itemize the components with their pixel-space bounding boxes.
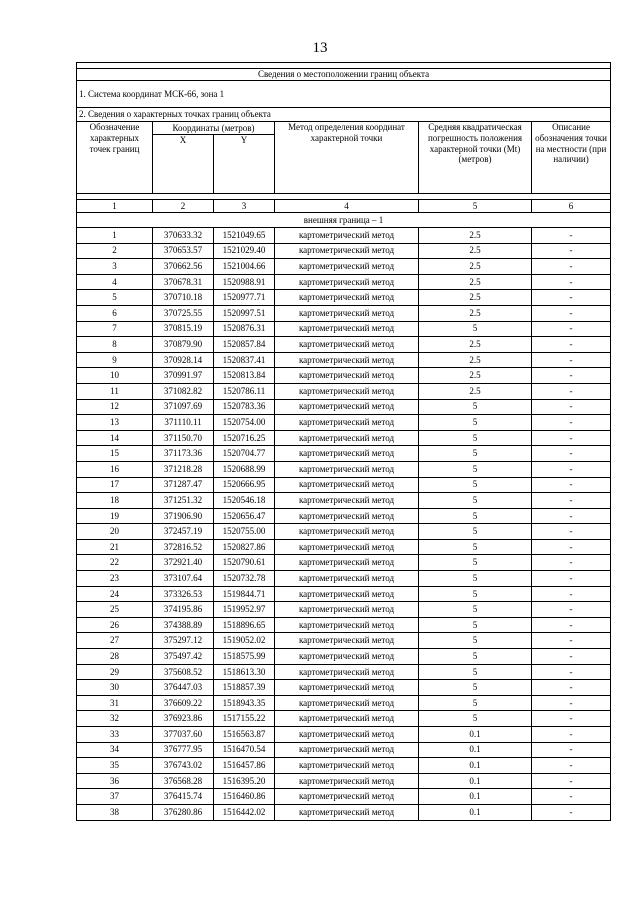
- table-row: [77, 602, 611, 618]
- y-coordinate-cell: 1520997.51: [214, 305, 275, 321]
- point-number-cell: 7: [77, 321, 153, 337]
- error-cell: 2.5: [419, 274, 532, 290]
- x-coordinate-cell: 370678.31: [153, 274, 214, 290]
- column-number: 1: [77, 200, 153, 213]
- table-row: [77, 259, 611, 275]
- method-cell: картометрический метод: [275, 664, 419, 680]
- description-cell: -: [532, 664, 611, 680]
- method-cell: картометрический метод: [275, 804, 419, 820]
- x-coordinate-cell: 370653.57: [153, 243, 214, 259]
- method-cell: картометрический метод: [275, 321, 419, 337]
- table-row: [77, 524, 611, 540]
- description-cell: -: [532, 633, 611, 649]
- y-coordinate-cell: 1520755.00: [214, 524, 275, 540]
- x-coordinate-cell: 371110.11: [153, 415, 214, 431]
- header-error: Средняя квадратическая погрешность положения характерной точки (Mt) (метров): [419, 122, 532, 194]
- point-number-cell: 15: [77, 446, 153, 462]
- description-cell: -: [532, 586, 611, 602]
- header-x: X: [153, 135, 214, 194]
- point-number-cell: 11: [77, 383, 153, 399]
- description-cell: -: [532, 649, 611, 665]
- error-cell: 5: [419, 508, 532, 524]
- description-cell: -: [532, 477, 611, 493]
- y-coordinate-cell: 1520827.86: [214, 539, 275, 555]
- table-row: [77, 664, 611, 680]
- x-coordinate-cell: 371082.82: [153, 383, 214, 399]
- description-cell: -: [532, 368, 611, 384]
- description-cell: -: [532, 243, 611, 259]
- error-cell: 5: [419, 649, 532, 665]
- y-coordinate-cell: 1520988.91: [214, 274, 275, 290]
- table-row: [77, 321, 611, 337]
- y-coordinate-cell: 1516470.54: [214, 742, 275, 758]
- x-coordinate-cell: 370815.19: [153, 321, 214, 337]
- description-cell: -: [532, 461, 611, 477]
- x-coordinate-cell: 370662.56: [153, 259, 214, 275]
- error-cell: 5: [419, 446, 532, 462]
- method-cell: картометрический метод: [275, 649, 419, 665]
- table-row: [77, 415, 611, 431]
- description-cell: -: [532, 274, 611, 290]
- method-cell: картометрический метод: [275, 539, 419, 555]
- table-row: [77, 368, 611, 384]
- y-coordinate-cell: 1520716.25: [214, 430, 275, 446]
- error-cell: 5: [419, 493, 532, 509]
- y-coordinate-cell: 1521049.65: [214, 228, 275, 244]
- point-number-cell: 10: [77, 368, 153, 384]
- x-coordinate-cell: 371173.36: [153, 446, 214, 462]
- description-cell: -: [532, 493, 611, 509]
- point-number-cell: 24: [77, 586, 153, 602]
- description-cell: -: [532, 789, 611, 805]
- table-row: [77, 758, 611, 774]
- description-cell: -: [532, 711, 611, 727]
- x-coordinate-cell: 376609.22: [153, 695, 214, 711]
- method-cell: картометрический метод: [275, 742, 419, 758]
- y-coordinate-cell: 1518857.39: [214, 680, 275, 696]
- y-coordinate-cell: 1516563.87: [214, 727, 275, 743]
- section-row: [77, 213, 611, 228]
- point-number-cell: 5: [77, 290, 153, 306]
- description-cell: -: [532, 602, 611, 618]
- description-cell: -: [532, 305, 611, 321]
- table-row: [77, 337, 611, 353]
- method-cell: картометрический метод: [275, 290, 419, 306]
- coord-system-row: [77, 81, 611, 108]
- y-coordinate-cell: 1520786.11: [214, 383, 275, 399]
- table-row: [77, 586, 611, 602]
- description-cell: -: [532, 399, 611, 415]
- error-cell: 0.1: [419, 789, 532, 805]
- column-number: 6: [532, 200, 611, 213]
- table-row: [77, 773, 611, 789]
- table-row: [77, 477, 611, 493]
- x-coordinate-cell: 373107.64: [153, 571, 214, 587]
- method-cell: картометрический метод: [275, 571, 419, 587]
- error-cell: 5: [419, 711, 532, 727]
- x-coordinate-cell: 374195.86: [153, 602, 214, 618]
- y-coordinate-cell: 1520688.99: [214, 461, 275, 477]
- y-coordinate-cell: 1520666.95: [214, 477, 275, 493]
- x-coordinate-cell: 370928.14: [153, 352, 214, 368]
- y-coordinate-cell: 1520977.71: [214, 290, 275, 306]
- method-cell: картометрический метод: [275, 430, 419, 446]
- x-coordinate-cell: 371218.28: [153, 461, 214, 477]
- method-cell: картометрический метод: [275, 461, 419, 477]
- header-method: Метод определения координат характерной точки: [275, 122, 419, 194]
- method-cell: картометрический метод: [275, 477, 419, 493]
- description-cell: -: [532, 508, 611, 524]
- method-cell: картометрический метод: [275, 680, 419, 696]
- boundary-points-table: [76, 62, 611, 821]
- method-cell: картометрический метод: [275, 259, 419, 275]
- method-cell: картометрический метод: [275, 337, 419, 353]
- error-cell: 5: [419, 524, 532, 540]
- table-row: [77, 789, 611, 805]
- x-coordinate-cell: 370710.18: [153, 290, 214, 306]
- description-cell: -: [532, 555, 611, 571]
- table-row: [77, 649, 611, 665]
- error-cell: 5: [419, 399, 532, 415]
- x-coordinate-cell: 370991.97: [153, 368, 214, 384]
- column-number: 4: [275, 200, 419, 213]
- table-row: [77, 243, 611, 259]
- y-coordinate-cell: 1517155.22: [214, 711, 275, 727]
- point-number-cell: 19: [77, 508, 153, 524]
- y-coordinate-cell: 1520876.31: [214, 321, 275, 337]
- table-row: [77, 383, 611, 399]
- point-number-cell: 31: [77, 695, 153, 711]
- x-coordinate-cell: 373326.53: [153, 586, 214, 602]
- y-coordinate-cell: 1520837.41: [214, 352, 275, 368]
- table-row: [77, 804, 611, 820]
- y-coordinate-cell: 1519844.71: [214, 586, 275, 602]
- table-row: [77, 430, 611, 446]
- description-cell: -: [532, 352, 611, 368]
- description-cell: -: [532, 321, 611, 337]
- table-row: [77, 274, 611, 290]
- point-number-cell: 2: [77, 243, 153, 259]
- table-title-row: [77, 69, 611, 81]
- error-cell: 2.5: [419, 337, 532, 353]
- error-cell: 5: [419, 695, 532, 711]
- y-coordinate-cell: 1520813.84: [214, 368, 275, 384]
- point-number-cell: 16: [77, 461, 153, 477]
- x-coordinate-cell: 370633.32: [153, 228, 214, 244]
- description-cell: -: [532, 773, 611, 789]
- x-coordinate-cell: 376568.28: [153, 773, 214, 789]
- description-cell: -: [532, 228, 611, 244]
- column-number: 3: [214, 200, 275, 213]
- table-row: [77, 508, 611, 524]
- point-number-cell: 36: [77, 773, 153, 789]
- point-number-cell: 28: [77, 649, 153, 665]
- point-number-cell: 29: [77, 664, 153, 680]
- table-row: [77, 617, 611, 633]
- description-cell: -: [532, 383, 611, 399]
- description-cell: -: [532, 758, 611, 774]
- method-cell: картометрический метод: [275, 415, 419, 431]
- header-y: Y: [214, 135, 275, 194]
- point-number-cell: 27: [77, 633, 153, 649]
- table-title: Сведения о местоположении границ объекта: [77, 69, 611, 81]
- point-number-cell: 34: [77, 742, 153, 758]
- table-row: [77, 727, 611, 743]
- y-coordinate-cell: 1518575.99: [214, 649, 275, 665]
- table-row: [77, 539, 611, 555]
- x-coordinate-cell: 377037.60: [153, 727, 214, 743]
- x-coordinate-cell: 372816.52: [153, 539, 214, 555]
- x-coordinate-cell: 376743.02: [153, 758, 214, 774]
- points-info-row: [77, 108, 611, 122]
- description-cell: -: [532, 430, 611, 446]
- error-cell: 5: [419, 571, 532, 587]
- error-cell: 5: [419, 555, 532, 571]
- error-cell: 0.1: [419, 727, 532, 743]
- error-cell: 5: [419, 415, 532, 431]
- point-number-cell: 12: [77, 399, 153, 415]
- column-number: 5: [419, 200, 532, 213]
- point-number-cell: 1: [77, 228, 153, 244]
- method-cell: картометрический метод: [275, 586, 419, 602]
- description-cell: -: [532, 695, 611, 711]
- table-row: [77, 446, 611, 462]
- error-cell: 5: [419, 633, 532, 649]
- x-coordinate-cell: 376280.86: [153, 804, 214, 820]
- table-row: [77, 352, 611, 368]
- point-number-cell: 21: [77, 539, 153, 555]
- error-cell: 2.5: [419, 305, 532, 321]
- point-number-cell: 25: [77, 602, 153, 618]
- method-cell: картометрический метод: [275, 555, 419, 571]
- table-row: [77, 228, 611, 244]
- description-cell: -: [532, 290, 611, 306]
- method-cell: картометрический метод: [275, 602, 419, 618]
- y-coordinate-cell: 1516442.02: [214, 804, 275, 820]
- error-cell: 5: [419, 321, 532, 337]
- error-cell: 5: [419, 477, 532, 493]
- method-cell: картометрический метод: [275, 305, 419, 321]
- error-cell: 0.1: [419, 773, 532, 789]
- point-number-cell: 8: [77, 337, 153, 353]
- page-number: 13: [312, 40, 328, 56]
- x-coordinate-cell: 371906.90: [153, 508, 214, 524]
- y-coordinate-cell: 1520790.61: [214, 555, 275, 571]
- point-number-cell: 9: [77, 352, 153, 368]
- error-cell: 2.5: [419, 368, 532, 384]
- method-cell: картометрический метод: [275, 711, 419, 727]
- method-cell: картометрический метод: [275, 633, 419, 649]
- description-cell: -: [532, 259, 611, 275]
- point-number-cell: 38: [77, 804, 153, 820]
- error-cell: 5: [419, 602, 532, 618]
- point-number-cell: 26: [77, 617, 153, 633]
- point-number-cell: 6: [77, 305, 153, 321]
- table-row: [77, 680, 611, 696]
- points-info-text: 2. Сведения о характерных точках границ объекта: [77, 108, 611, 122]
- description-cell: -: [532, 804, 611, 820]
- table-row: [77, 555, 611, 571]
- point-number-cell: 3: [77, 259, 153, 275]
- table-row: [77, 399, 611, 415]
- point-number-cell: 17: [77, 477, 153, 493]
- method-cell: картометрический метод: [275, 727, 419, 743]
- method-cell: картометрический метод: [275, 758, 419, 774]
- method-cell: картометрический метод: [275, 617, 419, 633]
- y-coordinate-cell: 1520546.18: [214, 493, 275, 509]
- method-cell: картометрический метод: [275, 368, 419, 384]
- x-coordinate-cell: 374388.89: [153, 617, 214, 633]
- description-cell: -: [532, 446, 611, 462]
- header-row-1: [77, 122, 611, 135]
- y-coordinate-cell: 1518896.65: [214, 617, 275, 633]
- method-cell: картометрический метод: [275, 508, 419, 524]
- description-cell: -: [532, 680, 611, 696]
- error-cell: 2.5: [419, 352, 532, 368]
- y-coordinate-cell: 1520704.77: [214, 446, 275, 462]
- x-coordinate-cell: 375497.42: [153, 649, 214, 665]
- error-cell: 2.5: [419, 243, 532, 259]
- point-number-cell: 20: [77, 524, 153, 540]
- error-cell: 0.1: [419, 742, 532, 758]
- coord-system-text: 1. Система координат МСК-66, зона 1: [77, 81, 611, 108]
- y-coordinate-cell: 1516457.86: [214, 758, 275, 774]
- x-coordinate-cell: 371150.70: [153, 430, 214, 446]
- table-row: [77, 742, 611, 758]
- column-numbers-row: [77, 200, 611, 213]
- description-cell: -: [532, 571, 611, 587]
- header-designation: Обозначение характерных точек границ: [77, 122, 153, 194]
- table-row: [77, 571, 611, 587]
- header-coordinates: Координаты (метров): [153, 122, 275, 135]
- y-coordinate-cell: 1519952.97: [214, 602, 275, 618]
- point-number-cell: 30: [77, 680, 153, 696]
- x-coordinate-cell: 376447.03: [153, 680, 214, 696]
- method-cell: картометрический метод: [275, 352, 419, 368]
- description-cell: -: [532, 617, 611, 633]
- point-number-cell: 14: [77, 430, 153, 446]
- y-coordinate-cell: 1521004.66: [214, 259, 275, 275]
- error-cell: 5: [419, 430, 532, 446]
- point-number-cell: 18: [77, 493, 153, 509]
- method-cell: картометрический метод: [275, 446, 419, 462]
- x-coordinate-cell: 375608.52: [153, 664, 214, 680]
- table-row: [77, 711, 611, 727]
- method-cell: картометрический метод: [275, 399, 419, 415]
- error-cell: 0.1: [419, 804, 532, 820]
- error-cell: 2.5: [419, 228, 532, 244]
- x-coordinate-cell: 371097.69: [153, 399, 214, 415]
- x-coordinate-cell: 370725.55: [153, 305, 214, 321]
- table-row: [77, 493, 611, 509]
- y-coordinate-cell: 1519052.02: [214, 633, 275, 649]
- y-coordinate-cell: 1520857.84: [214, 337, 275, 353]
- table-row: [77, 290, 611, 306]
- description-cell: -: [532, 742, 611, 758]
- error-cell: 2.5: [419, 383, 532, 399]
- y-coordinate-cell: 1520732.78: [214, 571, 275, 587]
- section-label: внешняя граница – 1: [77, 213, 611, 228]
- error-cell: 5: [419, 461, 532, 477]
- description-cell: -: [532, 337, 611, 353]
- method-cell: картометрический метод: [275, 274, 419, 290]
- x-coordinate-cell: 372921.40: [153, 555, 214, 571]
- method-cell: картометрический метод: [275, 228, 419, 244]
- y-coordinate-cell: 1518943.35: [214, 695, 275, 711]
- method-cell: картометрический метод: [275, 243, 419, 259]
- table-row: [77, 305, 611, 321]
- error-cell: 5: [419, 617, 532, 633]
- point-number-cell: 4: [77, 274, 153, 290]
- table-row: [77, 461, 611, 477]
- y-coordinate-cell: 1520754.00: [214, 415, 275, 431]
- error-cell: 0.1: [419, 758, 532, 774]
- method-cell: картометрический метод: [275, 773, 419, 789]
- method-cell: картометрический метод: [275, 789, 419, 805]
- x-coordinate-cell: 370879.90: [153, 337, 214, 353]
- x-coordinate-cell: 372457.19: [153, 524, 214, 540]
- description-cell: -: [532, 524, 611, 540]
- point-number-cell: 35: [77, 758, 153, 774]
- method-cell: картометрический метод: [275, 493, 419, 509]
- point-number-cell: 22: [77, 555, 153, 571]
- method-cell: картометрический метод: [275, 695, 419, 711]
- column-number: 2: [153, 200, 214, 213]
- point-number-cell: 33: [77, 727, 153, 743]
- table-row: [77, 695, 611, 711]
- error-cell: 2.5: [419, 290, 532, 306]
- error-cell: 5: [419, 539, 532, 555]
- method-cell: картометрический метод: [275, 383, 419, 399]
- point-number-cell: 23: [77, 571, 153, 587]
- header-description: Описание обозначения точки на местности (при наличии): [532, 122, 611, 194]
- x-coordinate-cell: 376923.86: [153, 711, 214, 727]
- table-row: [77, 633, 611, 649]
- x-coordinate-cell: 376415.74: [153, 789, 214, 805]
- x-coordinate-cell: 375297.12: [153, 633, 214, 649]
- error-cell: 5: [419, 680, 532, 696]
- description-cell: -: [532, 727, 611, 743]
- method-cell: картометрический метод: [275, 524, 419, 540]
- x-coordinate-cell: 371287.47: [153, 477, 214, 493]
- x-coordinate-cell: 376777.95: [153, 742, 214, 758]
- y-coordinate-cell: 1520783.36: [214, 399, 275, 415]
- description-cell: -: [532, 415, 611, 431]
- description-cell: -: [532, 539, 611, 555]
- point-number-cell: 13: [77, 415, 153, 431]
- x-coordinate-cell: 371251.32: [153, 493, 214, 509]
- y-coordinate-cell: 1516460.86: [214, 789, 275, 805]
- point-number-cell: 32: [77, 711, 153, 727]
- y-coordinate-cell: 1521029.40: [214, 243, 275, 259]
- error-cell: 2.5: [419, 259, 532, 275]
- y-coordinate-cell: 1518613.30: [214, 664, 275, 680]
- y-coordinate-cell: 1516395.20: [214, 773, 275, 789]
- error-cell: 5: [419, 664, 532, 680]
- point-number-cell: 37: [77, 789, 153, 805]
- y-coordinate-cell: 1520656.47: [214, 508, 275, 524]
- error-cell: 5: [419, 586, 532, 602]
